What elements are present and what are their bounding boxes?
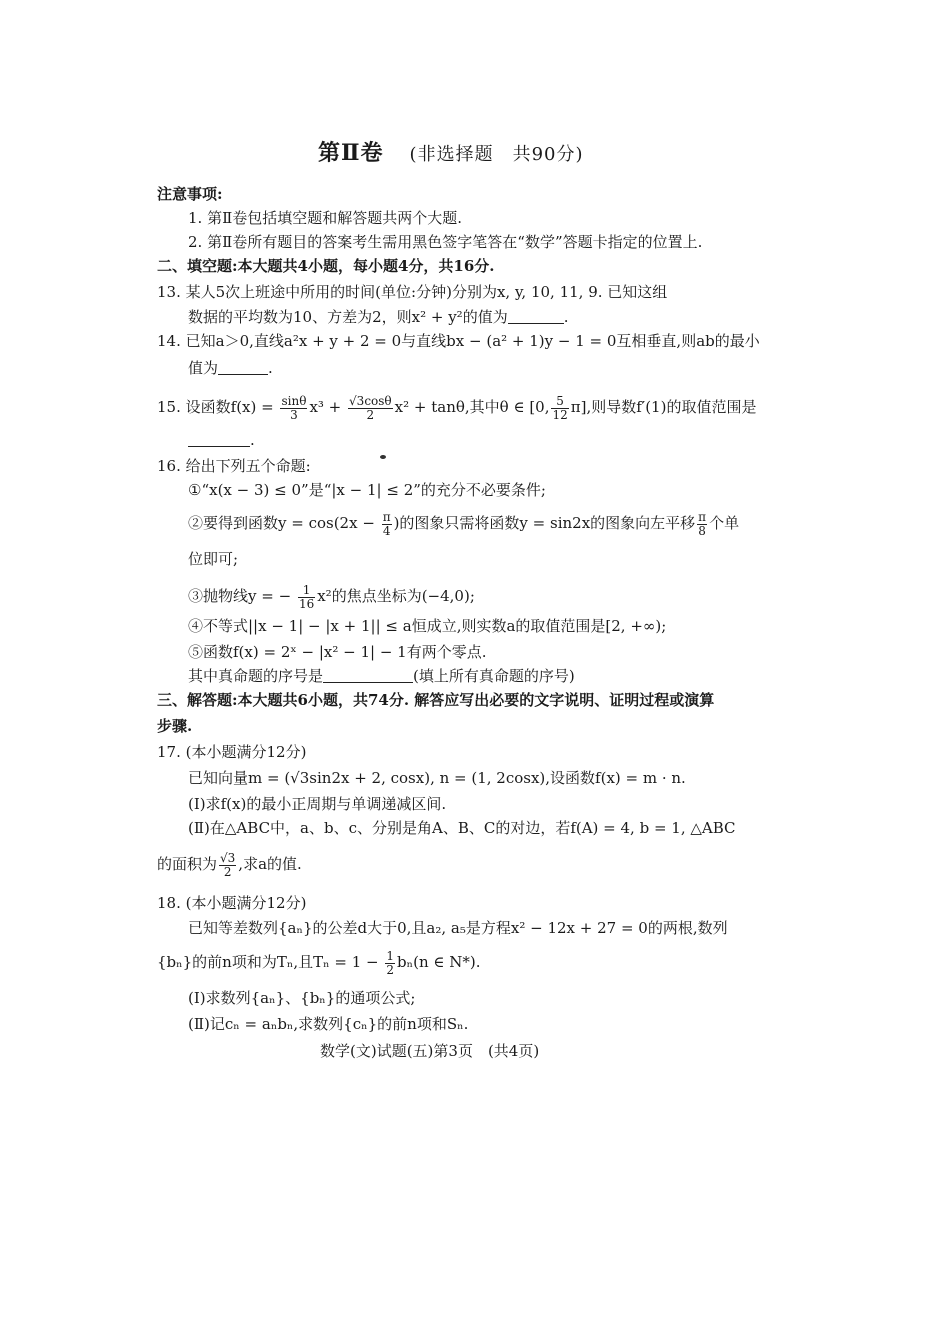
q17-p3-text-a: 的面积为 <box>157 855 218 873</box>
q17-fraction <box>219 852 236 879</box>
q16-p3-frac-den: 16 <box>298 596 315 611</box>
q15-text-b: x³ + <box>309 398 342 416</box>
q18-line-1: 已知等差数列{aₙ}的公差d大于0,且a₂, a₅是方程x² − 12x + 27 = 0的两根,数列 <box>188 919 728 937</box>
q18-header <box>157 893 306 913</box>
q13-text-2: 数据的平均数为10、方差为2，则x² + y²的值为 <box>188 308 508 326</box>
q16-p3-text-a: ③抛物线y = − <box>188 587 292 605</box>
q16-end-text-b: (填上所有真命题的序号) <box>413 667 575 685</box>
q15-line-2 <box>188 430 255 450</box>
ink-speck <box>380 455 386 459</box>
q16-proposition-4: ④不等式||x − 1| − |x + 1|| ≤ a恒成立,则实数a的取值范围是[2, +∞); <box>188 617 667 635</box>
q15-text-d: π],则导数f′(1)的取值范围是 <box>570 398 757 416</box>
q18-l2-text-a: {bₙ}的前n项和为Tₙ,且Tₙ = 1 − <box>157 953 379 971</box>
q16-line-intro <box>157 456 311 476</box>
q15-frac3-den: 12 <box>552 407 568 422</box>
section3-heading-2: 步骤. <box>157 717 193 735</box>
q15-frac2-den: 2 <box>366 407 375 422</box>
q16-proposition-3 <box>188 582 475 611</box>
notice-item-1: 1. 第Ⅱ卷包括填空题和解答题共两个大题. <box>188 209 463 227</box>
q15-number: 15. <box>157 398 181 416</box>
q16-number: 16. <box>157 457 181 475</box>
q18-frac-den: 2 <box>386 962 395 977</box>
q16-conclusion <box>188 666 575 686</box>
q15-frac1-den: 3 <box>290 407 298 422</box>
q15-frac1-num: sinθ <box>281 393 307 408</box>
q15-text-c: x² + tanθ,其中θ ∈ [0, <box>394 398 550 416</box>
q14-answer-blank <box>218 360 268 375</box>
q15-fraction-1 <box>280 395 307 422</box>
q16-proposition-1: ①“x(x − 3) ≤ 0”是“|x − 1| ≤ 2”的充分不必要条件; <box>188 481 546 499</box>
q18-l2-text-b: bₙ(n ∈ N*). <box>397 953 481 971</box>
q16-p3-frac-num: 1 <box>298 584 315 598</box>
q18-part-1: (Ⅰ)求数列{aₙ}、{bₙ}的通项公式; <box>188 989 416 1007</box>
q15-text-a: 设函数f(x) = <box>185 398 274 416</box>
title-subtitle: (非选择题 共90分) <box>409 144 584 165</box>
section2-heading: 二、填空题:本大题共4小题，每小题4分，共16分. <box>157 257 495 275</box>
section-title <box>318 140 584 166</box>
q17-frac-num: √3 <box>220 850 236 865</box>
q13-answer-blank <box>508 309 564 324</box>
q16-proposition-5: ⑤函数f(x) = 2ˣ − |x² − 1| − 1有两个零点. <box>188 643 487 661</box>
q15-answer-blank <box>188 432 250 447</box>
q15-fraction-3 <box>551 395 568 422</box>
section3-heading-1: 三、解答题:本大题共6小题，共74分. 解答应写出必要的文字说明、证明过程或演算 <box>157 691 715 709</box>
q17-part-2: (Ⅱ)在△ABC中，a、b、c、分别是角A、B、C的对边，若f(A) = 4, b = 1, △ABC <box>188 819 736 837</box>
q14-text-2: 值为 <box>188 359 219 377</box>
q16-p2-frac1-num: π <box>382 509 391 524</box>
q16-p2-frac2-den: 8 <box>698 523 706 538</box>
page-footer: 数学(文)试题(五)第3页 (共4页) <box>320 1042 540 1060</box>
q17-line-1: 已知向量m = (√3sin2x + 2, cosx), n = (1, 2cosx),设函数f(x) = m · n. <box>188 769 686 787</box>
q16-intro: 给出下列五个命题: <box>185 457 311 475</box>
q16-p2-text-b: )的图象只需将函数y = sin2x的图象向左平移 <box>393 514 696 532</box>
q15-period: . <box>250 431 255 449</box>
q14-line-1 <box>157 331 760 351</box>
q16-p3-text-b: x²的焦点坐标为(−4,0); <box>317 587 475 605</box>
q14-line-2 <box>188 358 273 378</box>
notice-heading: 注意事项: <box>157 185 223 203</box>
q18-frac-num: 1 <box>386 948 395 963</box>
q16-p2-text-c: 个单 <box>709 514 740 532</box>
q15-fraction-2 <box>348 395 393 422</box>
q17-part-1: (Ⅰ)求f(x)的最小正周期与单调递减区间. <box>188 795 447 813</box>
q17-part-3 <box>157 850 302 879</box>
q18-fraction <box>385 950 395 977</box>
q18-line-2 <box>157 948 481 977</box>
q13-line-2 <box>188 307 568 327</box>
q16-p2-fraction-2 <box>697 511 707 538</box>
q16-p2-frac1-den: 4 <box>382 523 391 538</box>
q13-number: 13. <box>157 283 181 301</box>
q14-period: . <box>268 359 273 377</box>
q16-p3-fraction <box>298 584 315 611</box>
q16-end-text-a: 其中真命题的序号是 <box>188 667 324 685</box>
q13-line-1 <box>157 282 667 302</box>
q15-frac2-num: √3cosθ <box>349 393 392 408</box>
q17-score: (本小题满分12分) <box>185 743 307 761</box>
q13-text-1: 某人5次上班途中所用的时间(单位:分钟)分别为x, y, 10, 11, 9. 已知这组 <box>185 283 668 301</box>
q16-p2-fraction-1 <box>382 511 392 538</box>
q13-period: . <box>563 308 569 326</box>
q17-header <box>157 742 306 762</box>
q16-p2-text-a: ②要得到函数y = cos(2x − <box>188 514 375 532</box>
q15-line-1 <box>157 393 756 422</box>
q15-frac3-num: 5 <box>551 395 568 409</box>
notice-item-2: 2. 第Ⅱ卷所有题目的答案考生需用黑色签字笔答在“数学”答题卡指定的位置上. <box>188 233 703 251</box>
q17-frac-den: 2 <box>223 864 232 879</box>
q16-p2-frac2-num: π <box>698 509 707 524</box>
q17-number: 17. <box>157 743 181 761</box>
q18-score: (本小题满分12分) <box>185 894 307 912</box>
q14-text-1: 已知a＞0,直线a²x + y + 2 = 0与直线bx − (a² + 1)y − 1 = 0互相垂直,则ab的最小 <box>185 332 760 350</box>
q17-p3-text-b: ,求a的值. <box>238 855 302 873</box>
q16-answer-blank <box>323 668 413 683</box>
q18-number: 18. <box>157 894 181 912</box>
q16-proposition-2 <box>188 509 739 538</box>
q14-number: 14. <box>157 332 181 350</box>
title-main: 第Ⅱ卷 <box>318 140 384 166</box>
q18-part-2: (Ⅱ)记cₙ = aₙbₙ,求数列{cₙ}的前n项和Sₙ. <box>188 1015 469 1033</box>
q16-proposition-2-cont: 位即可; <box>188 550 239 568</box>
